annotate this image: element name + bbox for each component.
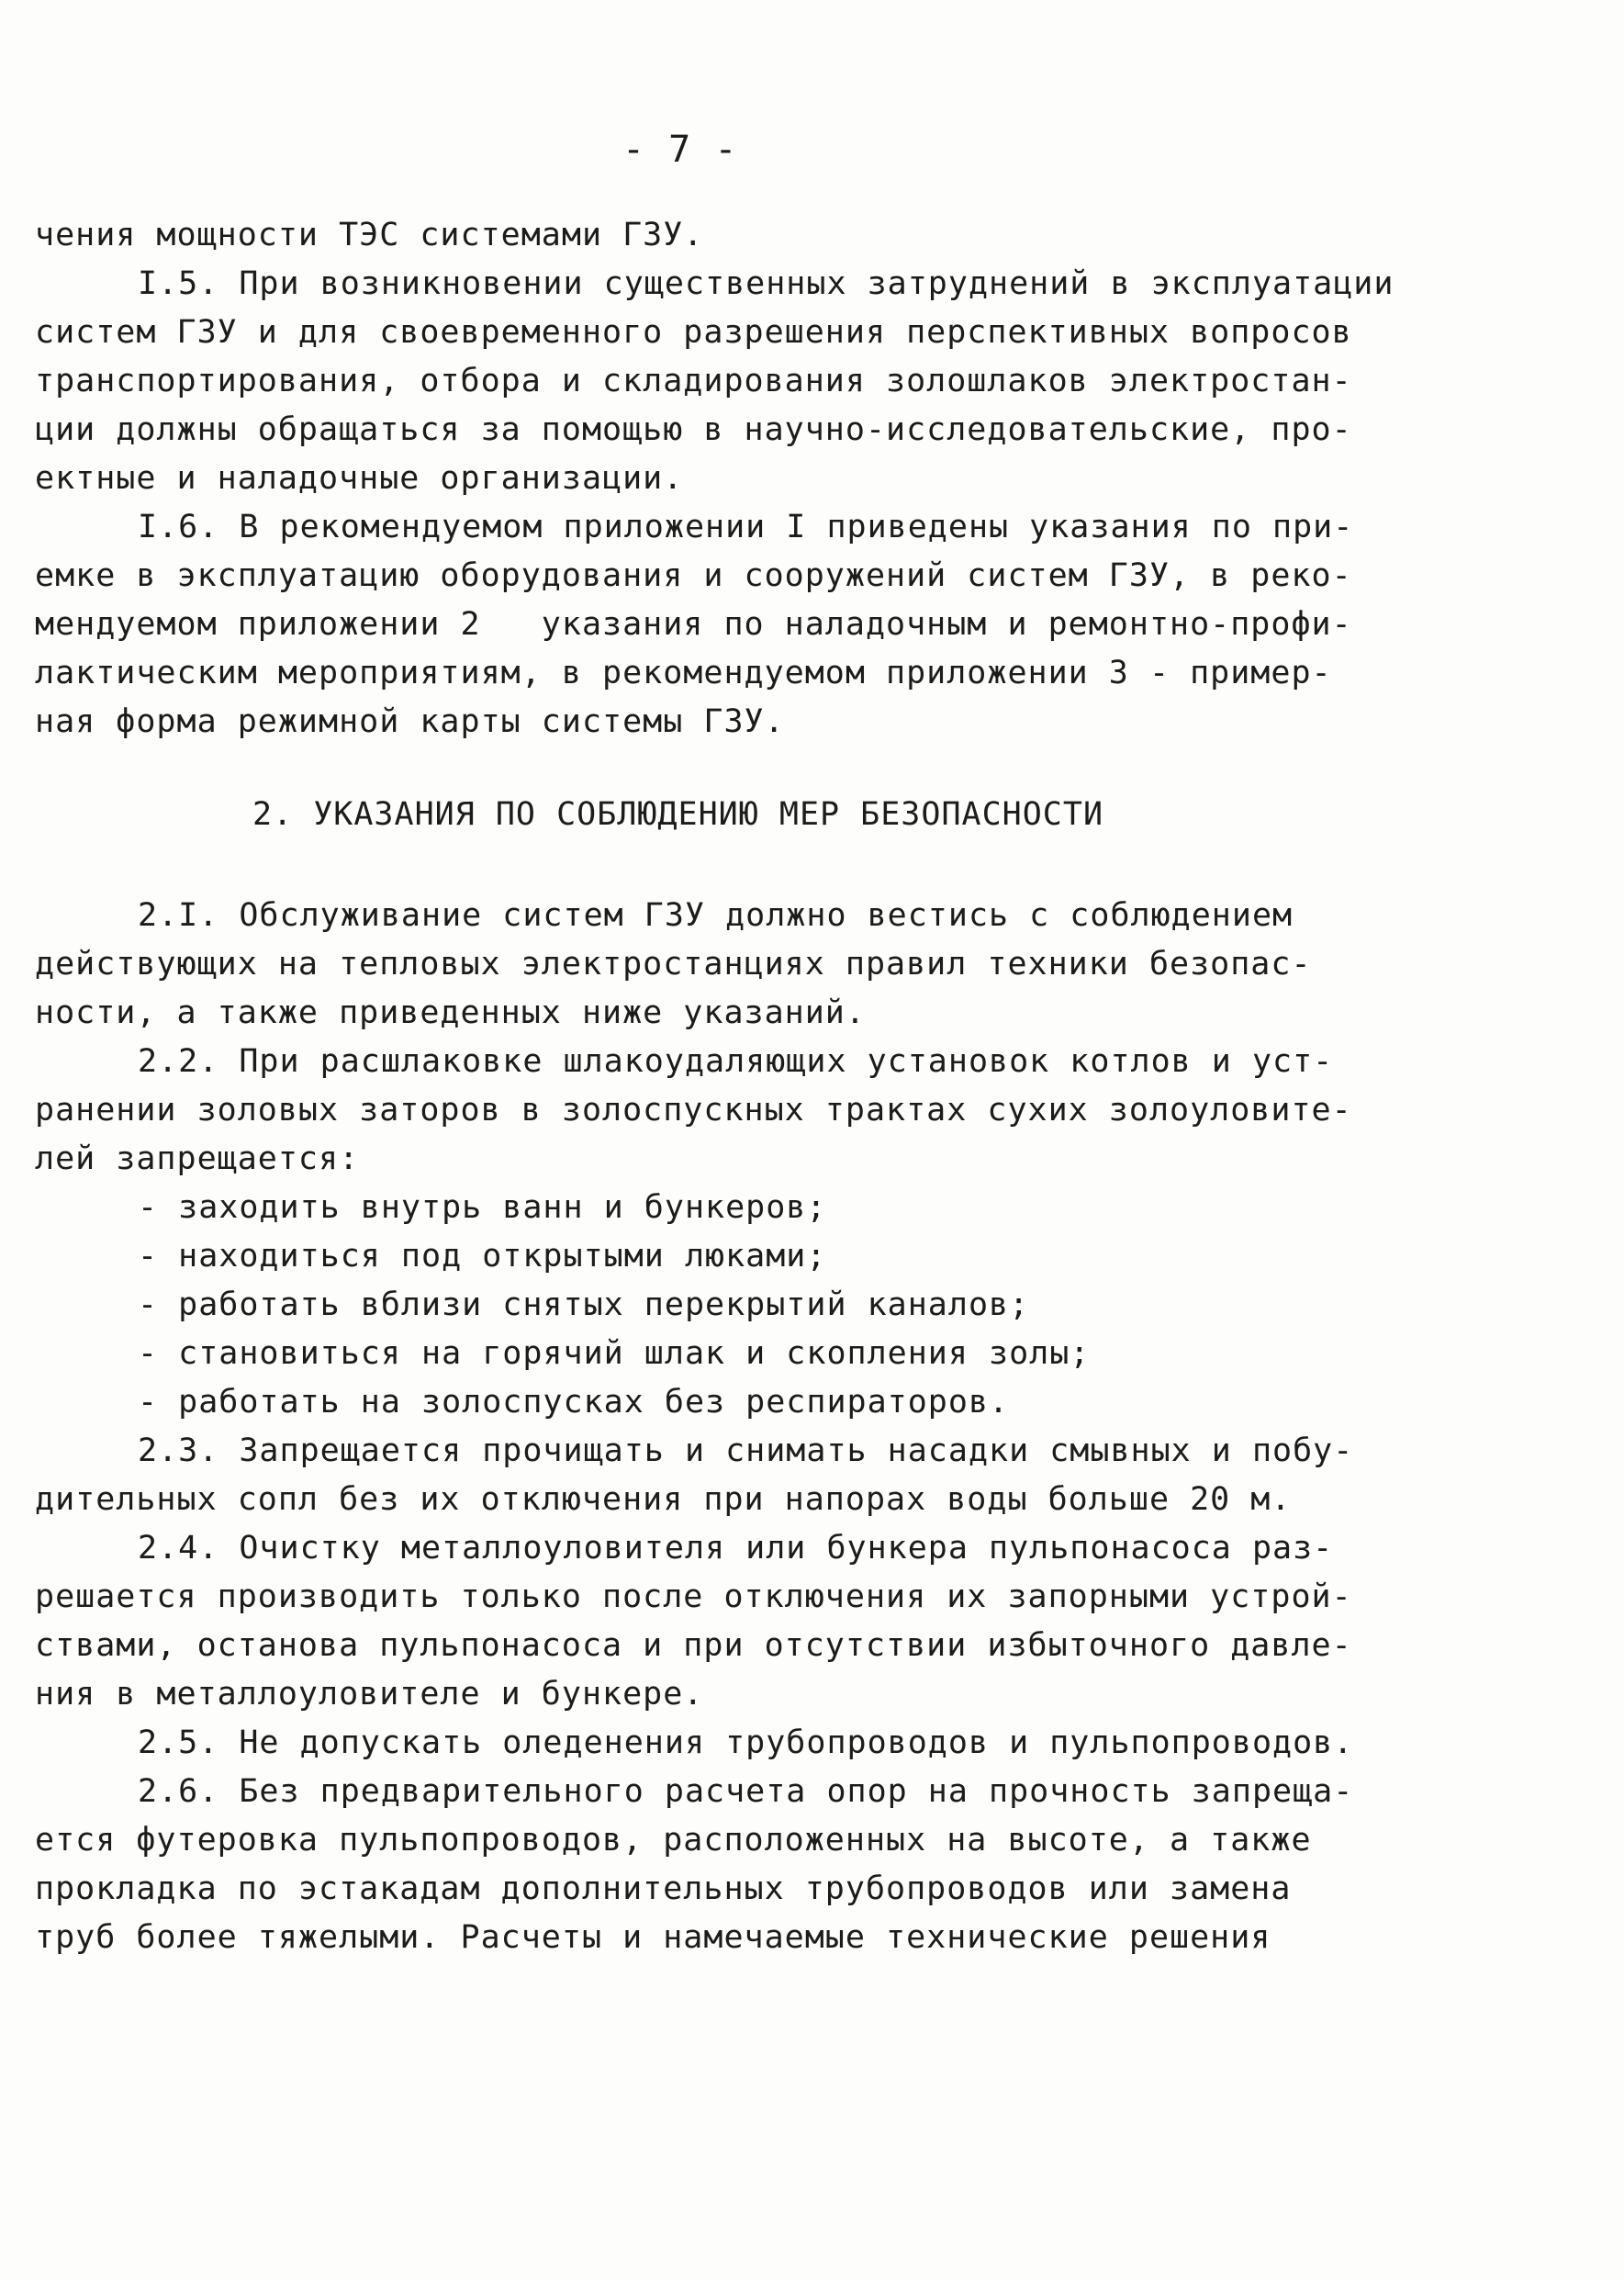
list-item: - заходить внутрь ванн и бункеров; <box>138 1189 827 1226</box>
paragraph-1-5-line: I.5. При возникновении существенных затруднений в эксплуатации <box>138 265 1394 302</box>
paragraph-2-6-line: прокладка по эстакадам дополнительных трубопроводов или замена <box>35 1870 1292 1907</box>
paragraph-2-2-line: 2.2. При расшлаковке шлакоудаляющих установок котлов и уст- <box>138 1043 1334 1080</box>
paragraph-2-6-line: 2.6. Без предварительного расчета опор на прочность запреща- <box>138 1773 1354 1810</box>
paragraph-2-4-line: 2.4. Очистку металлоуловителя или бункера пульпонасоса раз- <box>138 1530 1334 1567</box>
paragraph-2-1-line: 2.I. Обслуживание систем ГЗУ должно вестись с соблюдением <box>138 897 1294 934</box>
paragraph-2-6-line: труб более тяжелыми. Расчеты и намечаемые технические решения <box>35 1919 1271 1956</box>
paragraph-2-4-line: ния в металлоуловителе и бункере. <box>35 1676 704 1713</box>
paragraph-2-4-line: решается производить только после отключения их запорными устрой- <box>35 1578 1352 1615</box>
paragraph-1-5-line: ектные и наладочные организации. <box>35 460 684 497</box>
paragraph-1-5-line: транспортирования, отбора и складирования золошлаков электростан- <box>35 363 1352 399</box>
text-line: чения мощности ТЭС системами ГЗУ. <box>35 217 704 253</box>
paragraph-1-6-line: мендуемом приложении 2 указания по наладочным и ремонтно-профи- <box>35 606 1352 643</box>
paragraph-2-5-line: 2.5. Не допускать оледенения трубопроводов и пульпопроводов. <box>138 1724 1354 1761</box>
paragraph-2-3-line: 2.3. Запрещается прочищать и снимать насадки смывных и побу- <box>138 1432 1354 1469</box>
paragraph-2-4-line: ствами, останова пульпонасоса и при отсутствии избыточного давле- <box>35 1627 1352 1664</box>
paragraph-1-5-line: ции должны обращаться за помощью в научно-исследовательские, про- <box>35 411 1352 448</box>
section-heading: 2. УКАЗАНИЯ ПО СОБЛЮДЕНИЮ МЕР БЕЗОПАСНОСТИ <box>252 796 1104 833</box>
list-item: - работать на золоспусках без респираторов. <box>138 1384 1010 1421</box>
paragraph-1-5-line: систем ГЗУ и для своевременного разрешения перспективных вопросов <box>35 314 1352 351</box>
list-item: - становиться на горячий шлак и скопления золы; <box>138 1335 1091 1372</box>
paragraph-1-6-line: лактическим мероприятиям, в рекомендуемом приложении 3 - пример- <box>35 655 1332 691</box>
list-item: - работать вблизи снятых перекрытий каналов; <box>138 1286 1030 1323</box>
list-item: - находиться под открытыми люками; <box>138 1238 827 1275</box>
paragraph-1-6-line: ная форма режимной карты системы ГЗУ. <box>35 703 785 740</box>
paragraph-1-6-line: I.6. В рекомендуемом приложении I приведены указания по при- <box>138 509 1354 545</box>
paragraph-1-6-line: емке в эксплуатацию оборудования и сооружений систем ГЗУ, в реко- <box>35 557 1352 594</box>
paragraph-2-1-line: действующих на тепловых электростанциях правил техники безопас- <box>35 946 1312 983</box>
paragraph-2-1-line: ности, а также приведенных ниже указаний. <box>35 994 866 1031</box>
page-number: - 7 - <box>622 129 738 171</box>
paragraph-2-6-line: ется футеровка пульпопроводов, расположенных на высоте, а также <box>35 1822 1312 1859</box>
paragraph-2-3-line: дительных сопл без их отключения при напорах воды больше 20 м. <box>35 1481 1292 1518</box>
paragraph-2-2-line: ранении золовых заторов в золоспускных трактах сухих золоуловите- <box>35 1092 1352 1129</box>
paragraph-2-2-line: лей запрещается: <box>35 1140 360 1177</box>
